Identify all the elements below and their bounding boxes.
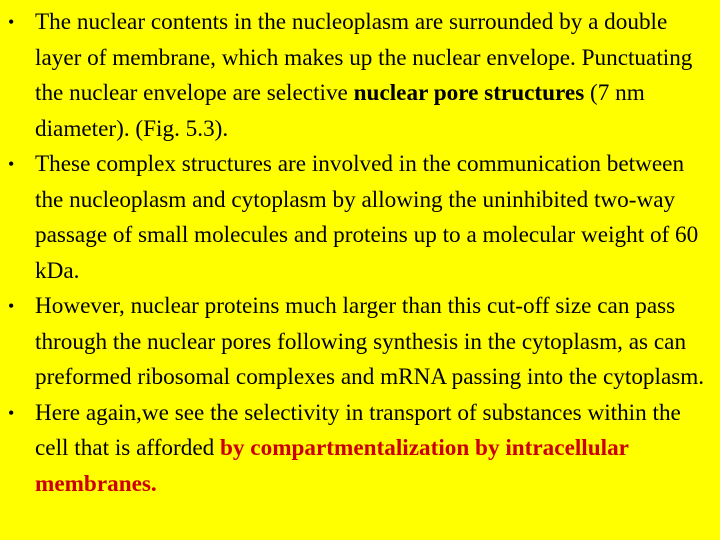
bullet-item-2 [6, 147, 712, 289]
bullet-1-text-end: (7 nm diameter). (Fig. 5.3). [35, 80, 645, 142]
bullet-item-4 [6, 396, 712, 503]
bullet-item-3 [6, 289, 712, 396]
bullet-3-text: However, nuclear proteins much larger than this cut-off size can pass through the nuclear pores following synthesis in the cytoplasm, as can preformed ribosomal complexes and mRNA passing into the cytoplasm. [35, 293, 705, 390]
bullet-dot-icon: • [8, 154, 15, 174]
bullet-dot-icon: • [8, 296, 15, 316]
bullet-dot-icon: • [8, 12, 15, 32]
bullet-2-text: These complex structures are involved in the communication between the nucleoplasm and cytoplasm by allowing the uninhibited two-way passage of small molecules and proteins up to a molecular weight of 60 kDa. [35, 151, 699, 284]
bullet-4-text: Here again,we see the selectivity in transport of substances within the cell that is afforded [35, 399, 681, 461]
bullet-dot-icon: • [8, 402, 15, 423]
bullet-1-text-start: The nuclear contents in the nucleoplasm are surrounded by a double layer of membrane, which makes up the nuclear envelope. Punctuating the nuclear envelope are selective [35, 9, 693, 106]
bullet-4-emphasis: by compartmentalization by intracellular membranes. [35, 435, 629, 497]
bullet-list [6, 5, 712, 502]
bullet-item-1 [6, 5, 712, 147]
bullet-1-bold-term: nuclear pore structures [353, 80, 585, 106]
